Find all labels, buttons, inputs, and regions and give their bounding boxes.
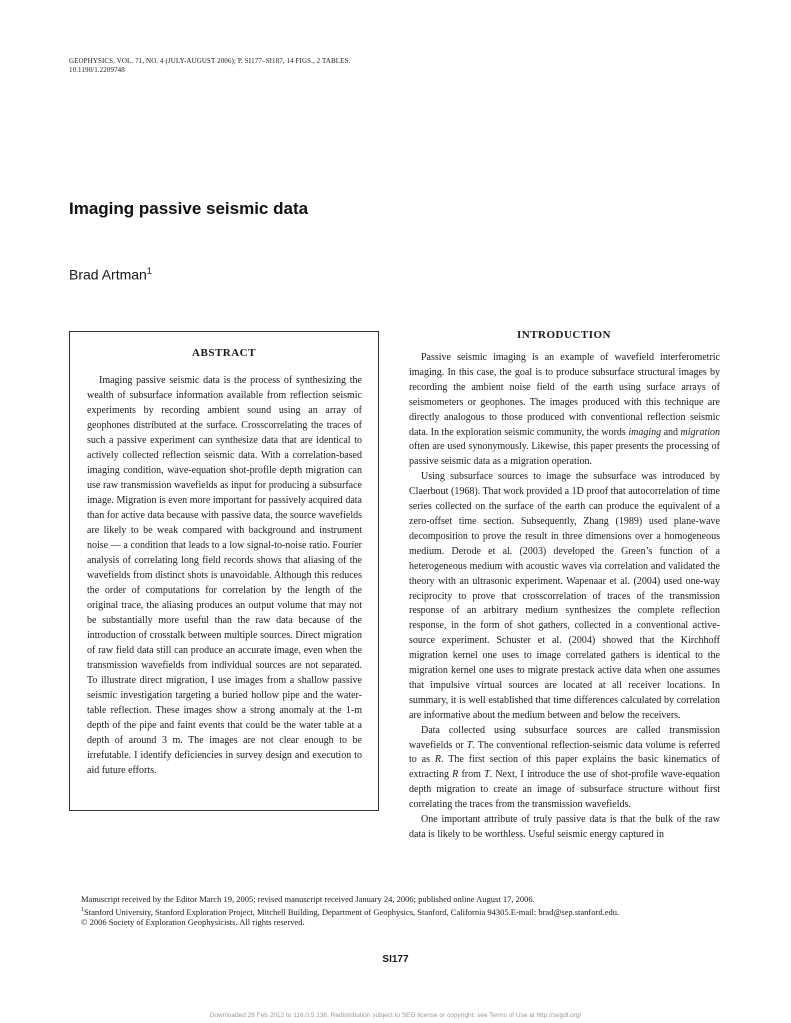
intro-paragraph-1: Passive seismic imaging is an example of wavefield interferometric imaging. In this case, the goal is to produce subsurface structural images by recording the ambient noise field of the earth using surface arrays of seismometers or geophones. The images produced with this technique are directly analogous to those produced with conventional reflection seismic data. In the exploration seismic community, the words imaging and migration often are used synonymously. Likewise, this paper presents the processing of passive seismic data as a migration operation.: [409, 352, 720, 468]
page-number: SI177: [382, 954, 409, 965]
affiliation-note: $^1$Stanford University, Stanford Exploration Project, Mitchell Building, Department of Geophysics, Stanford, California 94305.E-mail: brad@sep.stanford.edu.: [81, 906, 620, 917]
manuscript-received-note: Manuscript received by the Editor March 19, 2005; revised manuscript received January 24, 2006; published online August 17, 2006.: [81, 894, 535, 904]
intro-paragraph-2: Using subsurface sources to image the subsurface was introduced by Claerbout (1968). That work provided a 1D proof that autocorrelation of time series collected on the surface of the earth can produce the equivalent of a zero-offset time section. Subsequently, Zhang (1989) used plane-wave decomposition to prove the result in three dimensions over a homogeneous medium. Derode et al. (2003) developed the Green’s function of a heterogeneous medium with acoustic waves via correlation and validated the theory with an ultrasonic experiment. Wapenaar et al. (2004) used one-way reciprocity to prove that crosscorrelation of traces of the transmission response of an arbitrary medium synthesizes the complete reflection response, in the form of shot gathers, collected in a conventional active-source experiment. Schuster et al. (2004) showed that the Kirchhoff migration kernel one uses to image correlated gathers is identical to the migration kernel one uses to migrate prestack active data when one assumes that impulsive virtual sources are located at all receiver locations. In summary, it is well established that time differences calculated by correlation are informative about the medium between and below the receivers.: [409, 471, 720, 721]
journal-citation: [69, 57, 350, 75]
doi-line: 10.1190/1.2209748: [69, 66, 125, 74]
author-affiliation-mark: 1: [146, 266, 152, 276]
intro-paragraph-4: One important attribute of truly passive data is that the bulk of the raw data is likely to be worthless. Useful seismic energy captured in: [409, 814, 720, 840]
paper-title: Imaging passive seismic data: [69, 199, 309, 218]
journal-citation-line: GEOPHYSICS, VOL. 71, NO. 4 (JULY-AUGUST 2006); P. SI177–SI187, 14 FIGS., 2 TABLES.: [69, 57, 351, 65]
abstract-box: [69, 331, 379, 811]
author-line: [69, 266, 152, 283]
introduction-heading: INTRODUCTION: [516, 329, 611, 341]
introduction-body: [409, 351, 720, 843]
abstract-heading: ABSTRACT: [192, 347, 256, 359]
abstract-text: Imaging passive seismic data is the process of synthesizing the wealth of subsurface information available from reflection seismic experiments by recording ambient sound using an array of geophones distributed at the surface. Crosscorrelating the traces of such a passive experiment can synthesize data that are identical to actively collected reflection seismic data. With a correlation-based imaging condition, wave-equation shot-profile depth migration can use raw transmission wavefields as input for producing a subsurface image. Migration is even more important for passively acquired data than for active data because with passive data, the source wavefields are likely to be weak compared with background and instrument noise — a condition that leads to a low signal-to-noise ratio. Fourier analysis of correlating long field records shows that aliasing of the wavefields from distinct shots is unavoidable. Although this reduces the order of computations for correlation by the length of the original trace, the aliasing produces an output volume that may not be substantially more useful than the raw data because of the introduction of crosstalk between multiple sources. Direct migration of raw field data still can produce an accurate image, even when the transmission wavefields from individual sources are not separated. To illustrate direct migration, I use images from a shallow passive seismic investigation targeting a buried hollow pipe and the water-table reflection. These images show a strong anomaly at the 1-m depth of the pipe and faint events that could be the water table at a depth of around 3 m. The images are not clear enough to be irrefutable. I identify deficiencies in survey design and execution to aid future efforts.: [87, 375, 362, 776]
download-notice: Downloaded 28 Feb 2012 to 116.0.5.136. Redistribution subject to SEG license or copyright; see Terms of Use at http://segdl.org/: [209, 1012, 582, 1019]
footnotes: [69, 894, 720, 927]
author-name: Brad Artman: [69, 266, 147, 283]
copyright-note: © 2006 Society of Exploration Geophysicists. All rights reserved.: [81, 916, 305, 927]
intro-paragraph-3: Data collected using subsurface sources are called transmission wavefields or T. The conventional reflection-seismic data volume is referred to as R. The first section of this paper explains the basic kinematics of extracting R from T. Next, I introduce the use of shot-profile wave-equation depth migration to create an image of subsurface structure without first correlating the traces from the transmission wavefields.: [409, 724, 720, 811]
